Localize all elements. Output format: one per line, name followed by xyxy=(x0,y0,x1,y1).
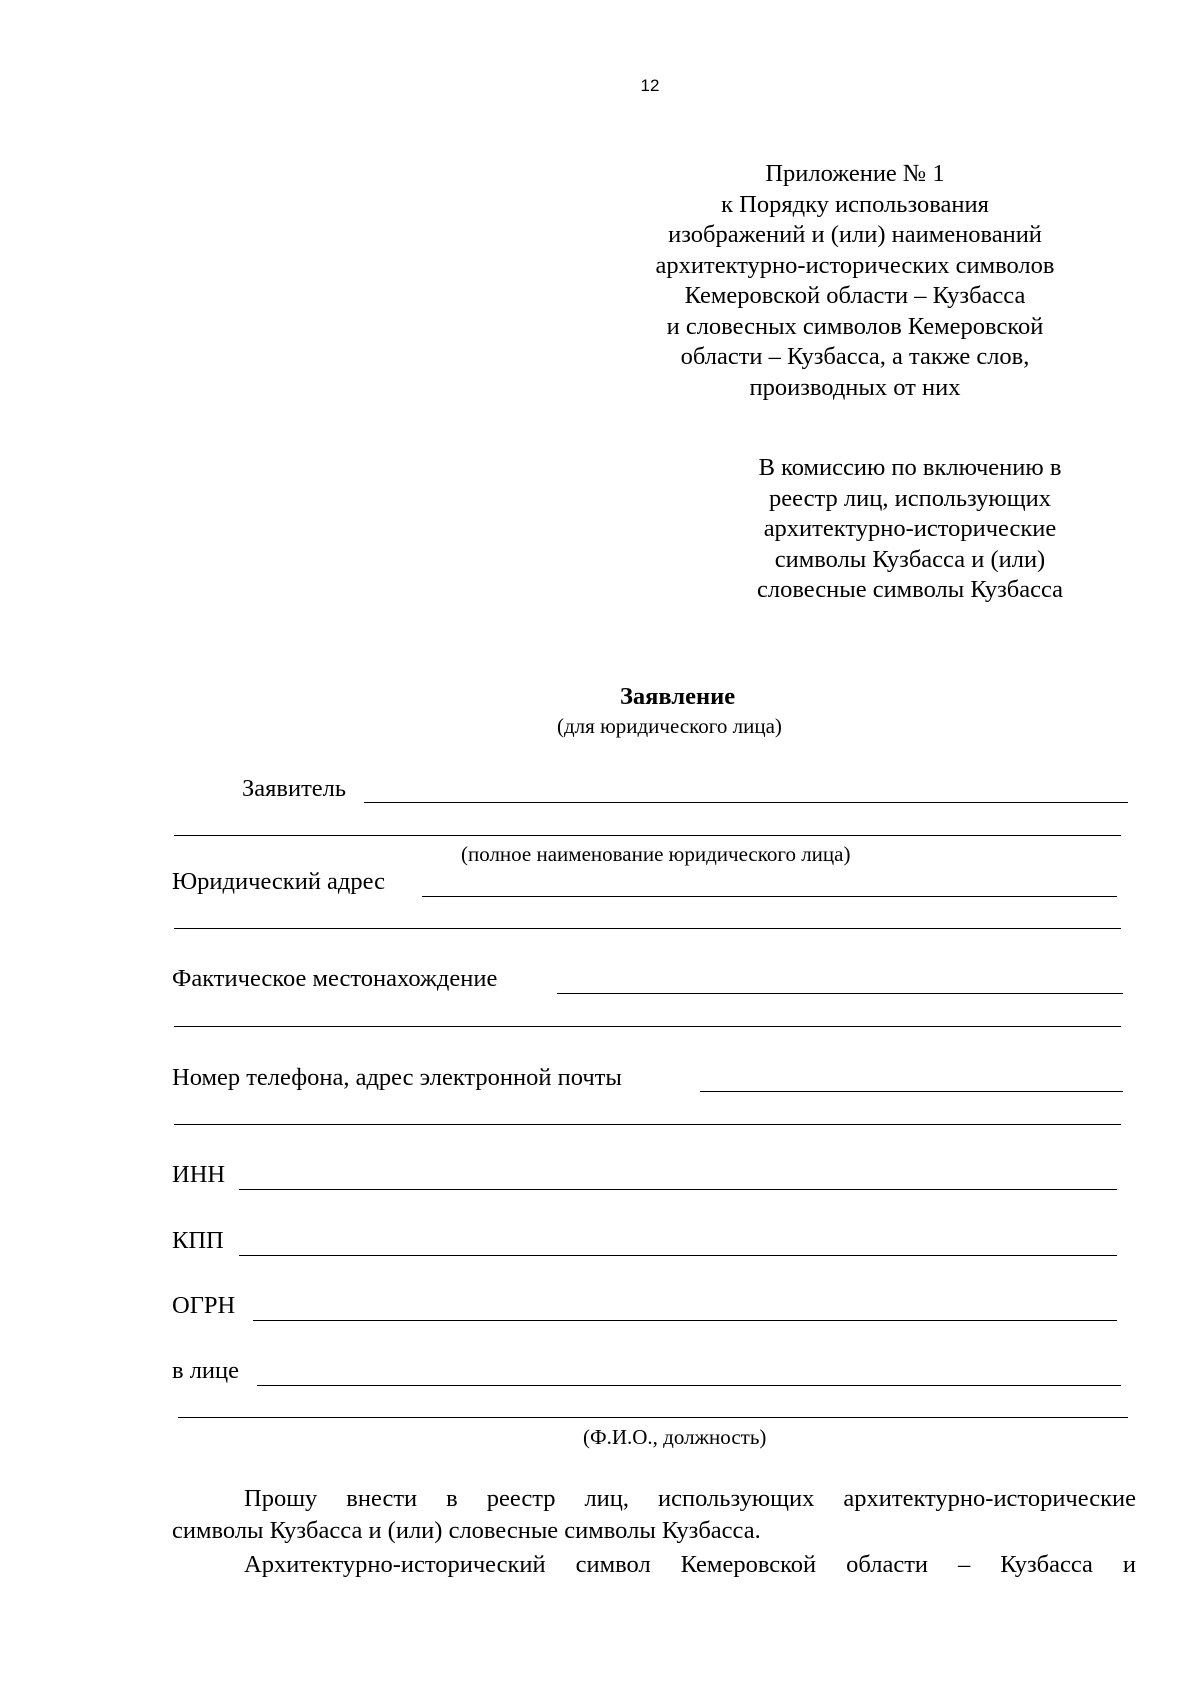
represented-hint: (Ф.И.О., должность) xyxy=(583,1425,767,1449)
annex-line: производных от них xyxy=(749,373,961,401)
annex-block xyxy=(580,159,1130,403)
annex-line: архитектурно-исторических символов xyxy=(655,251,1055,279)
phone-email-label: Номер телефона, адрес электронной почты xyxy=(172,1064,622,1091)
addressee-line: словесные символы Кузбасса xyxy=(756,576,1064,603)
addressee-block xyxy=(700,453,1120,606)
represented-by-input-line-2[interactable] xyxy=(178,1417,1128,1418)
applicant-label: Заявитель xyxy=(242,775,347,802)
ogrn-label: ОГРН xyxy=(172,1292,236,1319)
represented-by-input-line[interactable] xyxy=(257,1385,1121,1386)
phone-email-input-line-2[interactable] xyxy=(174,1124,1121,1125)
applicant-hint: (полное наименование юридического лица) xyxy=(461,842,851,866)
page-number: 12 xyxy=(640,76,660,95)
annex-line: изображений и (или) наименований xyxy=(668,221,1042,248)
annex-line: области – Кузбасса, а также слов, xyxy=(680,343,1030,370)
addressee-line: архитектурно-исторические xyxy=(763,515,1057,542)
annex-line: и словесных символов Кемеровской xyxy=(666,312,1044,340)
annex-line: Приложение № 1 xyxy=(765,160,945,187)
actual-location-input-line-2[interactable] xyxy=(174,1026,1121,1027)
request-paragraph-line-2: символы Кузбасса и (или) словесные символы Кузбасса. xyxy=(172,1517,761,1544)
annex-line: Кемеровской области – Кузбасса xyxy=(684,282,1026,309)
kpp-label: КПП xyxy=(172,1227,224,1254)
actual-location-input-line[interactable] xyxy=(557,993,1123,994)
applicant-input-line[interactable] xyxy=(364,802,1128,803)
legal-address-label: Юридический адрес xyxy=(172,868,385,895)
kpp-input-line[interactable] xyxy=(239,1255,1117,1256)
addressee-line: реестр лиц, использующих xyxy=(769,484,1051,512)
request-paragraph-line-1: Прошу внести в реестр лиц, использующих архитектурно-исторические xyxy=(244,1485,1136,1512)
form-subtitle: (для юридического лица) xyxy=(557,714,782,738)
represented-by-label: в лице xyxy=(172,1357,240,1384)
symbol-paragraph-line-1: Архитектурно-исторический символ Кемеровской области – Кузбасса и xyxy=(244,1551,1136,1578)
addressee-line: В комиссию по включению в xyxy=(758,454,1062,481)
applicant-input-line-2[interactable] xyxy=(174,835,1121,836)
inn-label: ИНН xyxy=(172,1161,226,1188)
form-title: Заявление xyxy=(620,683,736,710)
inn-input-line[interactable] xyxy=(239,1189,1117,1190)
legal-address-input-line[interactable] xyxy=(422,896,1117,897)
legal-address-input-line-2[interactable] xyxy=(174,928,1121,929)
ogrn-input-line[interactable] xyxy=(253,1320,1117,1321)
phone-email-input-line[interactable] xyxy=(700,1091,1123,1092)
annex-line: к Порядку использования xyxy=(721,190,989,218)
addressee-line: символы Кузбасса и (или) xyxy=(774,545,1046,573)
actual-location-label: Фактическое местонахождение xyxy=(172,965,498,992)
